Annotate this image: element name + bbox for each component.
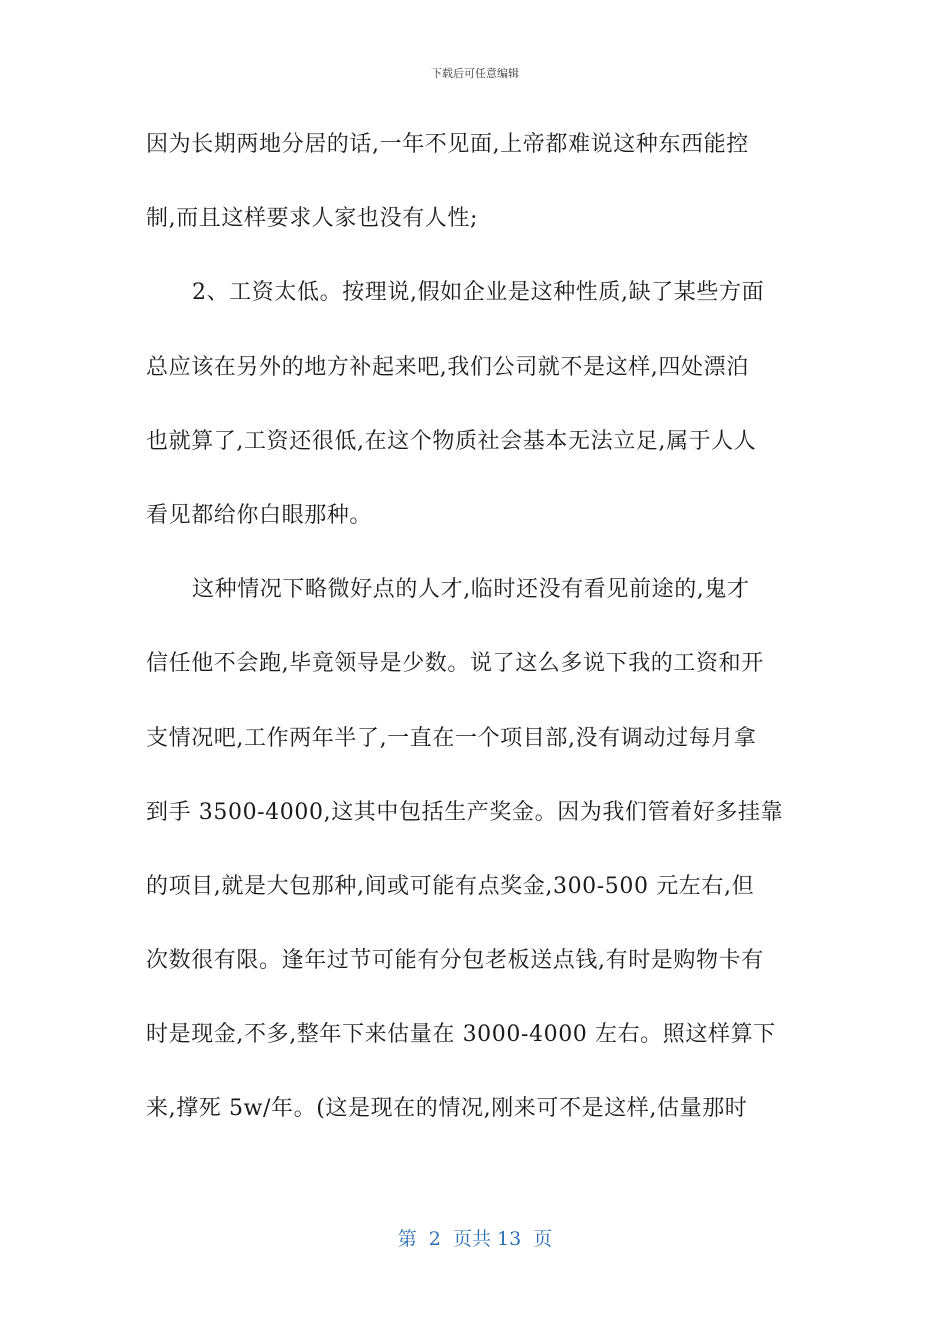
body-line: 看见都给你白眼那种。 [146, 502, 373, 528]
body-line: 来,撑死 5w/年。(这是现在的情况,刚来可不是这样,估量那时 [146, 1096, 748, 1122]
body-line: 总应该在另外的地方补起来吧,我们公司就不是这样,四处漂泊 [146, 354, 749, 380]
body-line: 信任他不会跑,毕竟领导是少数。说了这么多说下我的工资和开 [146, 651, 764, 677]
body-line: 的项目,就是大包那种,间或可能有点奖金,300-500 元左右,但 [146, 873, 755, 899]
page-number-footer: 第 2 页共 13 页 [397, 1228, 553, 1250]
body-line: 时是现金,不多,整年下来估量在 3000-4000 左右。照这样算下 [146, 1022, 776, 1048]
body-line: 因为长期两地分居的话,一年不见面,上帝都难说这种东西能控 [146, 132, 749, 157]
body-line: 制,而且这样要求人家也没有人性; [146, 206, 479, 232]
body-line: 2、工资太低。按理说,假如企业是这种性质,缺了某些方面 [192, 280, 765, 306]
document-body [146, 115, 806, 1154]
page-header: 下载后可任意编辑 [431, 67, 519, 80]
body-line: 也就算了,工资还很低,在这个物质社会基本无法立足,属于人人 [146, 428, 757, 454]
body-line: 到手 3500-4000,这其中包括生产奖金。因为我们管着好多挂靠 [146, 799, 784, 825]
body-line: 这种情况下略微好点的人才,临时还没有看见前途的,鬼才 [192, 577, 750, 603]
body-line: 支情况吧,工作两年半了,一直在一个项目部,没有调动过每月拿 [146, 725, 757, 751]
body-line: 次数很有限。逢年过节可能有分包老板送点钱,有时是购物卡有 [146, 948, 764, 974]
